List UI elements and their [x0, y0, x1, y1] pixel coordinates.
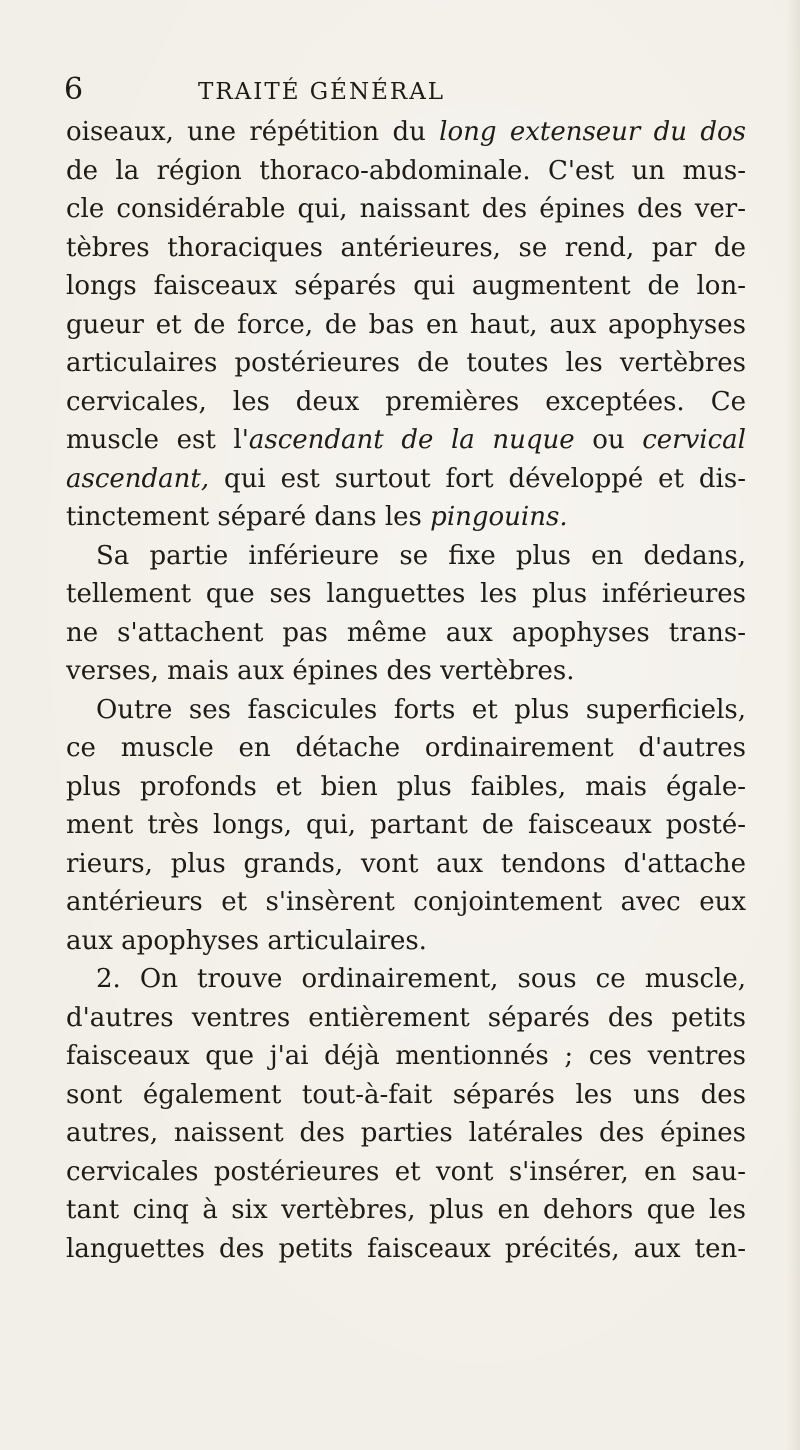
text-line [66, 460, 746, 499]
text-line [66, 498, 746, 537]
running-head: TRAITÉ GÉNÉRAL [198, 79, 446, 105]
text-run: cervicales, les deux premières exceptées. Ce [66, 386, 746, 417]
italic-term: long extenseur du dos [439, 117, 746, 147]
text-run: rieurs, plus grands, vont aux tendons d'attache [66, 848, 746, 879]
text-line [66, 806, 746, 845]
text-line [66, 999, 746, 1038]
text-run: 2. On trouve ordinairement, sous ce muscle, [96, 964, 746, 994]
text-run: articulaires postérieures de toutes les vertèbres [66, 348, 746, 378]
text-run: antérieurs et s'insèrent conjointement avec eux [66, 887, 746, 917]
page-header [64, 72, 744, 108]
text-run: oiseaux, une répétition du [66, 117, 440, 147]
text-line [66, 729, 746, 768]
text-run: tèbres thoraciques antérieures, se rend, par de [66, 232, 746, 263]
text-line [66, 614, 746, 653]
text-run: aux apophyses articulaires. [66, 925, 427, 956]
text-line [66, 1114, 746, 1153]
text-run: cervicales postérieures et vont s'insérer, en sau- [66, 1156, 746, 1187]
text-run: cle considérable qui, naissant des épines des ver- [66, 194, 746, 224]
paragraph-start-line [66, 537, 746, 576]
text-run: Sa partie inférieure se fixe plus en dedans, [96, 540, 746, 571]
text-run: tellement que ses languettes les plus inférieures [66, 579, 746, 609]
text-line [66, 922, 746, 961]
text-run: tinctement séparé dans les [66, 502, 431, 532]
text-run: ou [574, 425, 643, 455]
text-line [66, 768, 746, 807]
text-run: verses, mais aux épines des vertèbres. [66, 656, 575, 686]
text-run: plus profonds et bien plus faibles, mais égale- [66, 771, 746, 802]
italic-term: cervical [642, 425, 746, 455]
text-line [66, 383, 746, 422]
text-line [66, 652, 746, 691]
text-run: ment très longs, qui, partant de faisceaux posté- [66, 810, 746, 840]
text-line [66, 113, 746, 152]
text-line [66, 344, 746, 383]
body-text [66, 113, 746, 1268]
page-number: 6 [64, 72, 84, 107]
text-line [66, 421, 746, 460]
text-line [66, 1153, 746, 1192]
text-line [66, 306, 746, 345]
text-run: ne s'attachent pas même aux apophyses trans- [66, 617, 746, 648]
text-line [66, 190, 746, 229]
text-run: faisceaux que j'ai déjà mentionnés ; ces ventres [66, 1041, 746, 1071]
text-run: sont également tout-à-fait séparés les uns des [66, 1079, 746, 1110]
text-run: Outre ses fascicules forts et plus superficiels, [96, 694, 746, 725]
text-run: de la région thoraco-abdominale. C'est un mus- [66, 155, 746, 186]
text-run: autres, naissent des parties latérales des épines [66, 1118, 746, 1148]
text-run: ce muscle en détache ordinairement d'autres [66, 733, 746, 763]
page-edge-shadow [786, 0, 800, 1450]
italic-term: ascendant de la nuque [248, 425, 575, 455]
text-line [66, 1076, 746, 1115]
text-line [66, 1191, 746, 1230]
paragraph-start-line [66, 960, 746, 999]
text-line [66, 845, 746, 884]
text-run: qui est surtout fort développé et dis- [209, 463, 746, 494]
text-run: gueur et de force, de bas en haut, aux apophyses [66, 309, 746, 340]
text-line [66, 883, 746, 922]
text-run: muscle est l' [66, 425, 249, 455]
paragraph-start-line [66, 691, 746, 730]
text-line [66, 1037, 746, 1076]
text-run: d'autres ventres entièrement séparés des petits [66, 1002, 746, 1033]
text-run: tant cinq à six vertèbres, plus en dehors que les [66, 1195, 746, 1225]
text-line [66, 575, 746, 614]
italic-term: pingouins. [430, 502, 568, 532]
text-line [66, 1230, 746, 1269]
text-run: languettes des petits faisceaux précités, aux ten- [66, 1233, 746, 1264]
text-run: longs faisceaux séparés qui augmentent de lon- [66, 271, 746, 301]
italic-term: ascendant, [66, 463, 210, 494]
text-line [66, 229, 746, 268]
text-line [66, 267, 746, 306]
text-line [66, 152, 746, 191]
